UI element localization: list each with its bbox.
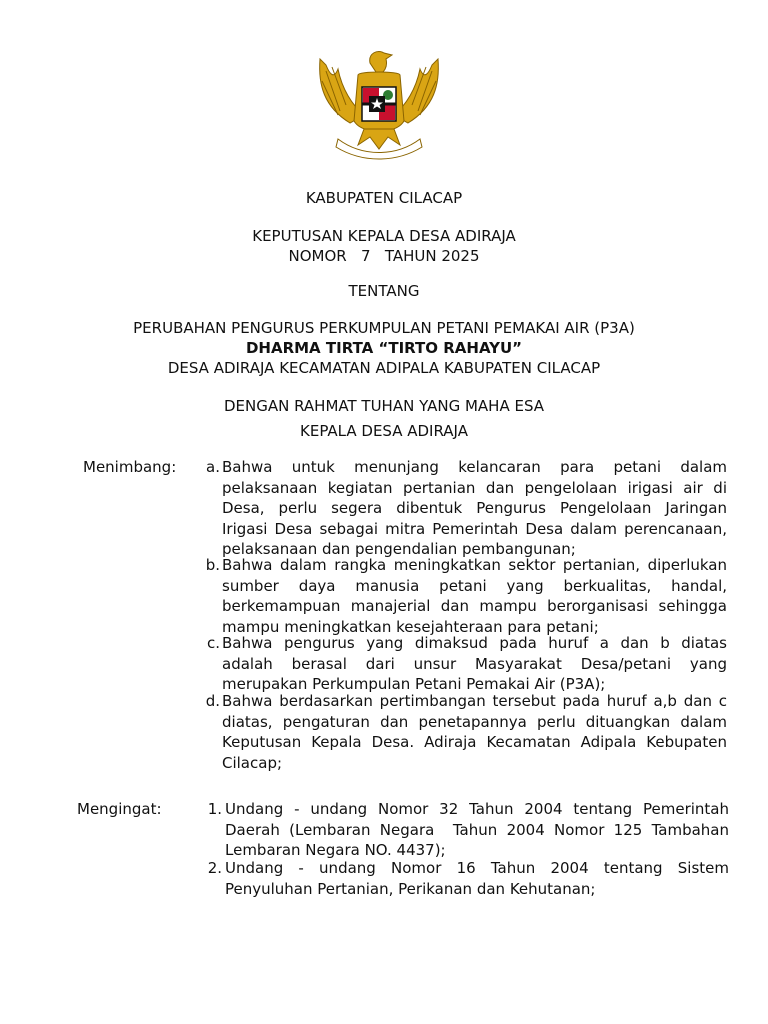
text-line: Bahwa pengurus yang dimaksud pada huruf a dan b diatas	[222, 634, 727, 652]
text-line: merupakan Perkumpulan Petani Pemakai Air (P3A);	[222, 675, 606, 693]
text-line: Penyuluhan Pertanian, Perikanan dan Kehutanan;	[225, 879, 596, 898]
mengingat-label: Mengingat:	[77, 800, 162, 818]
item-text	[222, 457, 727, 560]
item-text	[222, 691, 727, 773]
text-line: Irigasi Desa sebagai mitra Pemerintah Desa dalam perencanaan,	[222, 519, 727, 538]
item-text	[225, 858, 729, 899]
issuer-line: KEPALA DESA ADIRAJA	[300, 422, 468, 440]
about-heading: TENTANG	[348, 282, 420, 300]
garuda-pancasila-emblem	[312, 45, 446, 163]
text-line: Daerah (Lembaran Negara Tahun 2004 Nomor 125 Tambahan	[225, 820, 729, 839]
text-line: Bahwa untuk menunjang kelancaran para petani dalam	[222, 458, 727, 476]
text-line: adalah berasal dari unsur Masyarakat Desa/petani yang	[222, 654, 727, 673]
regency-title: KABUPATEN CILACAP	[305, 189, 463, 207]
text-line: Bahwa berdasarkan pertimbangan tersebut pada huruf a,b dan c	[222, 692, 727, 710]
item-marker: 2.	[207, 859, 222, 877]
subject-line-2: DHARMA TIRTA “TIRTO RAHAYU”	[245, 339, 523, 357]
menimbang-label: Menimbang:	[83, 458, 177, 476]
decree-number: NOMOR 7 TAHUN 2025	[288, 247, 480, 265]
text-line: Undang - undang Nomor 32 Tahun 2004 tentang Pemerintah	[225, 800, 729, 818]
item-marker: 1.	[207, 800, 222, 818]
item-marker: b.	[205, 556, 220, 574]
text-line: Bahwa dalam rangka meningkatkan sektor pertanian, diperlukan	[222, 556, 727, 574]
garuda-icon	[312, 45, 446, 163]
item-marker: a.	[206, 458, 220, 476]
item-text	[222, 633, 727, 695]
text-line: Lembaran Negara NO. 4437);	[225, 841, 446, 859]
item-marker: c.	[206, 634, 220, 652]
item-text	[222, 555, 727, 637]
subject-line-3: DESA ADIRAJA KECAMATAN ADIPALA KABUPATEN CILACAP	[167, 359, 601, 377]
text-line: Cilacap;	[222, 753, 283, 772]
item-text	[225, 799, 729, 861]
text-line: Keputusan Kepala Desa. Adiraja Kecamatan Adipala Kebupaten	[222, 733, 727, 751]
blessing-line: DENGAN RAHMAT TUHAN YANG MAHA ESA	[223, 397, 545, 415]
text-line: pelaksanaan dan pengendalian pembangunan;	[222, 540, 576, 558]
text-line: Desa, perlu segera dibentuk Pengurus Pengelolaan Jaringan	[222, 499, 727, 517]
decree-title: KEPUTUSAN KEPALA DESA ADIRAJA	[252, 227, 516, 245]
text-line: Undang - undang Nomor 16 Tahun 2004 tentang Sistem	[225, 859, 729, 877]
item-marker: d.	[205, 692, 220, 710]
text-line: sumber daya manusia petani yang berkualitas, handal,	[222, 576, 727, 595]
text-line: mampu meningkatkan kesejahteraan para petani;	[222, 617, 599, 636]
text-line: berkemampuan manajerial dan mampu berorganisasi sehingga	[222, 597, 727, 615]
text-line: diatas, pengaturan dan penetapannya perlu dituangkan dalam	[222, 712, 727, 731]
subject-line-1: PERUBAHAN PENGURUS PERKUMPULAN PETANI PEMAKAI AIR (P3A)	[133, 319, 635, 337]
text-line: pelaksanaan kegiatan pertanian dan pengelolaan irigasi air di	[222, 478, 727, 497]
